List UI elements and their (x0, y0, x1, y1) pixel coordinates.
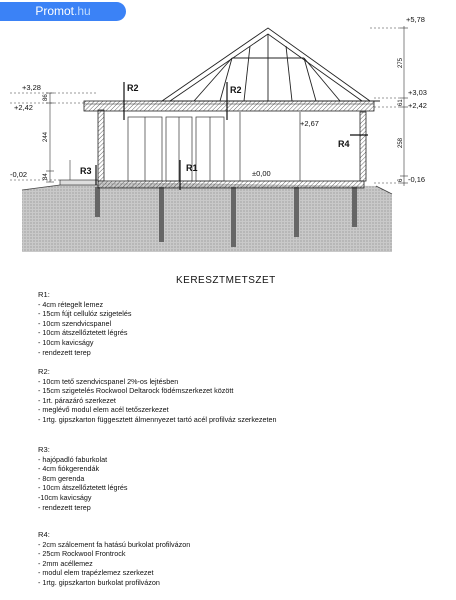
dim-left-2: 244 (43, 131, 49, 142)
left-wall (98, 110, 104, 181)
spec-heading: R2: (38, 367, 50, 376)
spec-item: - 2mm acéllemez (38, 558, 93, 568)
right-wall (360, 112, 366, 181)
spec-item: - rendezett terep (38, 347, 91, 357)
level-left-1: +3,28 (22, 83, 41, 92)
spec-item: - 10cm átszellőztetett légrés (38, 483, 128, 493)
spec-item: - 10cm szendvicspanel (38, 318, 112, 328)
spec-item: - 10cm tető szendvicspanel 2%-os lejtésben (38, 376, 179, 386)
level-right-3: +2,42 (408, 101, 427, 110)
spec-block-r3 (38, 445, 127, 512)
spec-heading: R1: (38, 290, 50, 299)
spec-item: - 10cm kavicságy (38, 337, 94, 347)
spec-item: - 10cm átszellőztetett légrés (38, 328, 128, 338)
spec-item: - rendezett terep (38, 502, 91, 512)
dim-left-1: 86 (43, 94, 49, 101)
spec-item: - 1rt. párazáró szerkezet (38, 395, 116, 405)
terrace-deck (60, 180, 98, 185)
roof-slab (84, 101, 374, 111)
spec-item: - 15cm fújt cellulóz szigetelés (38, 309, 132, 319)
spec-item: - 25cm Rockwool Frontrock (38, 549, 126, 559)
terrain (22, 182, 392, 252)
spec-item: - 4cm fiókgerendák (38, 464, 100, 474)
watermark-tld: .hu (74, 4, 91, 18)
level-inside-1: +2,67 (300, 119, 319, 128)
spec-item: - 8cm gerenda (38, 473, 85, 483)
spec-item: - 2cm szálcement fa hatású burkolat profilvázon (38, 539, 191, 549)
spec-item: - meglévő modul elem acél tetőszerkezet (38, 405, 169, 415)
dim-right-1: 275 (398, 57, 404, 68)
spec-block-r2 (38, 367, 277, 425)
level-inside-2: ±0,00 (252, 169, 271, 178)
label-r1: R1 (186, 163, 198, 173)
label-r3: R3 (80, 166, 92, 176)
spec-item: -10cm kavicságy (38, 492, 92, 502)
label-r4: R4 (338, 139, 350, 149)
level-right-2: +3,03 (408, 88, 427, 97)
drawing-title: KERESZTMETSZET (176, 275, 276, 286)
floor-slab (98, 181, 364, 188)
spec-block-r4 (38, 530, 190, 588)
spec-heading: R3: (38, 445, 50, 454)
level-right-4: -0,16 (408, 175, 426, 184)
level-left-2: +2,42 (14, 103, 33, 112)
spec-block-r1 (38, 290, 131, 357)
dim-right-3: 258 (398, 137, 404, 148)
glazed-openings (128, 112, 300, 181)
dim-right-2: 61 (398, 99, 404, 106)
cross-section-drawing (0, 0, 456, 270)
spec-item: - 1rtg. gipszkarton függesztett álmennyezet tartó acél profilváz szerkezeten (38, 414, 277, 424)
level-left-3: -0,02 (10, 170, 28, 179)
roof-truss (162, 28, 370, 101)
spec-item: - 15cm szigetelés Rockwool Deltarock födémszerkezet között (38, 386, 234, 396)
spec-item: - hajópadló faburkolat (38, 454, 108, 464)
watermark-brand: Promot (35, 4, 74, 18)
label-r2-right: R2 (230, 85, 242, 95)
spec-item: - modul elem trapézlemez szerkezet (38, 568, 154, 578)
spec-item: - 4cm rétegelt lemez (38, 299, 104, 309)
dim-right-4: 6 (398, 178, 404, 182)
spec-heading: R4: (38, 530, 50, 539)
label-r2-left: R2 (127, 83, 139, 93)
dim-left-3: 84 (43, 173, 49, 180)
spec-item: - 1rtg. gipszkarton burkolat profilvázon (38, 577, 160, 587)
level-right-1: +5,78 (406, 15, 425, 24)
